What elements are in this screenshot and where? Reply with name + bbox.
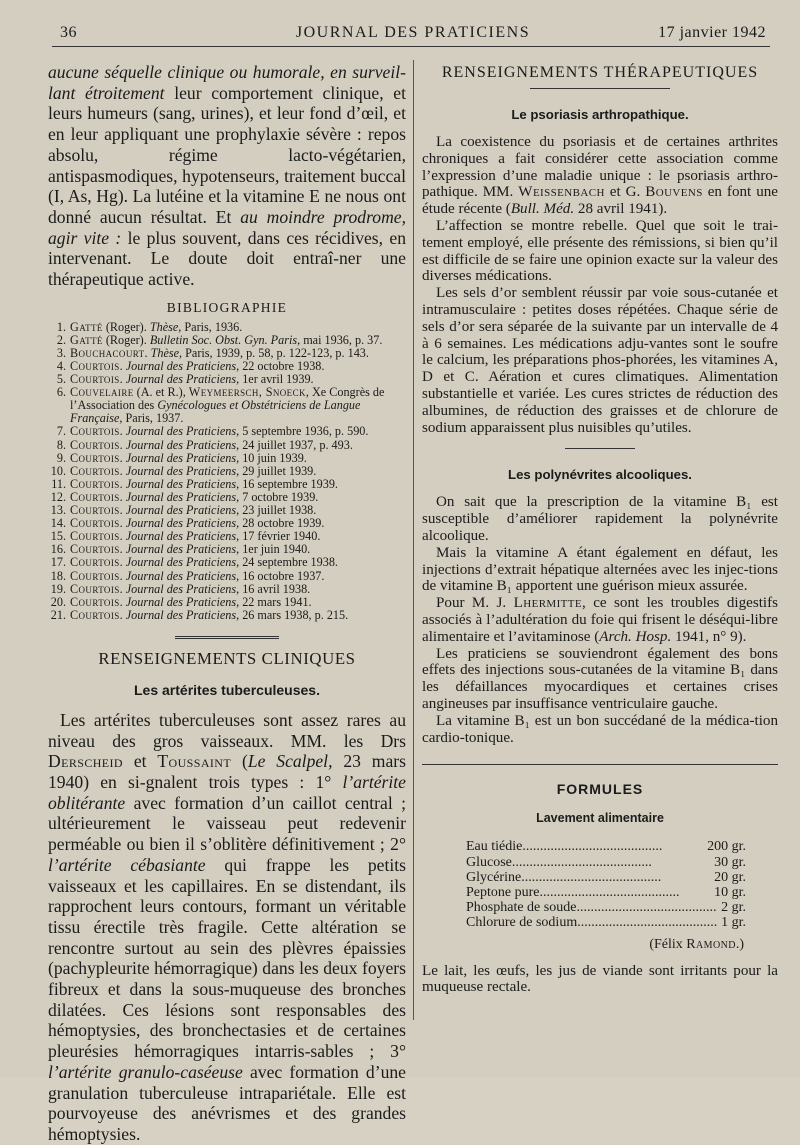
text-run: mai 1936, p. 37.	[300, 332, 383, 347]
text-run: .	[119, 607, 126, 622]
bibliography-entry	[48, 609, 406, 622]
text-run: le plus souvent, dans ces récidives, en intervenant. Le doute doit entraî-ner une thérapeutique active.	[48, 227, 406, 290]
page-header	[60, 20, 766, 46]
italic-text: lant étroitement	[48, 82, 165, 103]
text-run: La vitamine B₁ est un bon succédané de la médica-tion cardio-tonique.	[422, 712, 778, 746]
text-run: Les sels d’or semblent réussir par voie sous-cutanée et intramusculaire : petites doses répétées. Chaque série de sels d’or sera séparée de la suivante par un intervalle de 4 à 6 semaines. Les médications adju-vantes sont le soufre le calcium, les préparations phos-phorées, les vitamines A, D et C. Aération et cures climatiques. Alimentation substantielle et variée. Les cures strictes de réduction des albumines, de réduction des graisses et de chlorure de sodium apparaissent plus nuisibles qu’utiles.	[422, 285, 778, 436]
entry-number: 21.	[50, 607, 66, 622]
entry-number: 18.	[50, 568, 66, 583]
italic-text: Journal des Praticiens,	[125, 568, 240, 583]
italic-text: Journal des Praticiens,	[125, 607, 240, 622]
text-run: .	[119, 463, 126, 478]
subsection-title-psoriasis: Le psoriasis arthropathique.	[511, 107, 689, 122]
text-run: 26 mars 1938, p. 215.	[239, 607, 349, 622]
text-run: qui frappe les petits vaisseaux et les capillaires. En se distendant, ils rapprochent leurs contours, formant un véritable tissu érectile très fragile. Cette altération se rencontre surtout au sein des plèvres épaissies (pachypleurite hémorragique) dans les deux foyers fibreux et dans la sous-muqueuse des bronches dilatées. Ces lésions sont responsables des hémoptysies, des bronchectasies et de certaines pleurésies hémorragiques intarris-sables ; 3°	[48, 854, 406, 1062]
author-name: Bouchacourt	[70, 345, 145, 360]
quantity: 2 gr.	[721, 900, 746, 916]
ingredient-name: Glycérine	[466, 869, 522, 885]
text-run: 24 septembre 1938.	[239, 555, 338, 570]
author-name: Courtois	[70, 542, 120, 557]
italic-text: Journal des Praticiens,	[125, 476, 240, 491]
author-name: Courtois	[70, 450, 120, 465]
text-run: .	[119, 503, 126, 518]
ingredient	[466, 900, 716, 915]
text-run: Les praticiens se souviendront également des bons effets des injections sous-cutanées de la vitamine B₁ dans les défaillances myocardiques et certaines crises angineuses par insuffisance ventriculaire gauche.	[422, 645, 778, 712]
text-run: et	[122, 751, 158, 772]
ingredient	[466, 915, 717, 930]
entry-number: 12.	[50, 489, 66, 504]
paragraph	[422, 134, 778, 218]
italic-text: Le Scalpel,	[247, 751, 333, 772]
italic-text: Thèse,	[149, 319, 182, 334]
text-run: et G.	[604, 184, 646, 201]
quantity: 1 gr.	[721, 915, 746, 931]
leader-dots: ........................................	[576, 900, 717, 916]
right-column	[422, 64, 778, 996]
page-number: 36	[60, 24, 77, 41]
italic-text: Journal des Praticiens,	[125, 437, 240, 452]
italic-text: Bulletin Soc. Obst. Gyn. Paris,	[149, 332, 301, 347]
italic-text: Journal des Praticiens,	[125, 555, 240, 570]
paragraph	[422, 545, 778, 595]
italic-text: aucune séquelle clinique ou humorale, en surveil-	[48, 62, 406, 82]
signature-name: Ramond	[686, 936, 736, 952]
author-name: Gatté	[70, 319, 103, 334]
entry-text	[70, 386, 406, 425]
italic-text: Journal des Praticiens,	[125, 542, 240, 557]
text-run: , Xe Congrès de l’Association des	[70, 385, 385, 413]
section-title-cliniques: RENSEIGNEMENTS CLINIQUES	[98, 648, 356, 668]
author-name: Courtois	[70, 503, 120, 518]
header-rule	[52, 46, 770, 47]
text-run: .	[119, 581, 126, 596]
entry-number: 17.	[50, 555, 66, 570]
ingredient-name: Chlorure de sodium	[466, 915, 578, 931]
paragraph	[422, 646, 778, 713]
author-name: Derscheid	[48, 751, 123, 772]
text-run: (	[231, 751, 248, 772]
author-name: Gatté	[70, 332, 103, 347]
entry-number: 16.	[50, 542, 66, 557]
text-run: 16 octobre 1937.	[239, 568, 325, 583]
formules-rule	[422, 764, 778, 765]
author-name: Courtois	[70, 359, 120, 374]
text-run: .	[119, 568, 126, 583]
author-name: Courtois	[70, 607, 120, 622]
text-run: 28 avril 1941).	[574, 201, 668, 218]
text-run: 23 mars 1940) en si-gnalent trois types : 1°	[48, 751, 406, 792]
bibliography-list	[48, 321, 406, 622]
italic-text: Journal des Praticiens,	[125, 450, 240, 465]
recipe-row	[466, 839, 746, 854]
entry-number: 4.	[56, 359, 66, 374]
recipe-row	[466, 885, 746, 900]
text-run: en font une étude récente (	[422, 184, 778, 218]
entry-number: 6.	[56, 385, 66, 400]
recipe-row	[466, 855, 746, 870]
ingredient	[466, 855, 686, 870]
text-run: .	[119, 489, 126, 504]
author-name: Lhermitte	[513, 595, 583, 612]
text-run: 16 avril 1938.	[239, 581, 311, 596]
text-run: L’affection se montre rebelle. Quel que soit le trai-tement employé, elle présente des rémissions, si bien qu’il est difficile de se faire une opinion exacte sur la valeur des diverses médications.	[422, 217, 778, 285]
italic-text: Arch. Hosp.	[599, 628, 672, 645]
text-run: 1er juin 1940.	[239, 542, 311, 557]
text-run: leur comportement clinique, et leurs humeurs (sang, urines), et leur fond d’œil, et en leur appliquant une prophylaxie sévère : repos absolu, régime lacto-végétarien, antispasmodiques, hypotenseurs, traitement buccal (I, As, Hg). La lutéine et la vitamine E ne nous ont donné aucun résultat. Et	[48, 82, 406, 227]
leader-dots: ........................................	[522, 839, 663, 855]
text-run: .	[119, 516, 126, 531]
text-run: Paris, 1937.	[122, 411, 184, 426]
paragraph	[422, 713, 778, 747]
text-run: .	[119, 359, 126, 374]
text-run: .	[119, 529, 126, 544]
author-name: Courtois	[70, 489, 120, 504]
entry-number: 1.	[56, 319, 66, 334]
ingredient-name: Phosphate de soude	[466, 900, 577, 916]
text-run: 29 juillet 1939.	[239, 463, 317, 478]
subsection-separator	[565, 448, 635, 449]
text-run: 7 octobre 1939.	[239, 489, 319, 504]
subsection-title-polynevrites: Les polynévrites alcooliques.	[508, 467, 692, 483]
leader-dots: ........................................	[577, 915, 718, 931]
text-run: Paris, 1936.	[181, 319, 243, 334]
text-run: .	[119, 555, 126, 570]
text-run: avec formation d’une granulation tuberculeuse intrapariétale. Elle est pourvoyeuse des anévrismes et des grandes hémoptysies.	[48, 1061, 406, 1144]
text-run: 22 octobre 1938.	[239, 359, 325, 374]
entry-text	[70, 609, 406, 622]
quantity: 20 gr.	[714, 869, 746, 885]
ingredient	[466, 885, 686, 900]
entry-number: 8.	[56, 437, 66, 452]
author-name: Courtois	[70, 555, 120, 570]
entry-number: 7.	[56, 424, 66, 439]
entry-number: 19.	[50, 581, 66, 596]
column-divider	[413, 60, 414, 1020]
entry-number: 15.	[50, 529, 66, 544]
italic-text: Journal des Praticiens,	[125, 372, 240, 387]
text-run: .	[119, 476, 126, 491]
text-run: 22 mars 1941.	[239, 594, 312, 609]
author-name: Weymeersch, Snoeck	[188, 385, 306, 400]
issue-date: 17 janvier 1942	[658, 24, 766, 41]
italic-text: l’artérite oblitérante	[48, 772, 406, 813]
quantity: 10 gr.	[714, 884, 746, 900]
recipe-row	[466, 870, 746, 885]
author-name: Courtois	[70, 516, 120, 531]
paragraph	[422, 494, 778, 544]
text-run: 28 octobre 1939.	[239, 516, 325, 531]
formules-heading: FORMULES	[556, 781, 644, 798]
closing-paragraph: Le lait, les œufs, les jus de viande sont irritants pour la muqueuse rectale.	[422, 962, 778, 996]
italic-text: Journal des Praticiens,	[125, 359, 240, 374]
paragraph	[422, 595, 778, 645]
recipe-table	[466, 839, 746, 930]
polynevrites-text	[422, 494, 778, 746]
journal-title: JOURNAL DES PRATICIENS	[295, 24, 531, 41]
entry-number: 10.	[50, 463, 66, 478]
ingredient	[466, 839, 686, 854]
text-run: (Roger).	[102, 332, 150, 347]
leader-dots: ........................................	[539, 884, 680, 900]
italic-text: Journal des Praticiens,	[125, 503, 240, 518]
text-run: .	[119, 372, 126, 387]
author-name: Courtois	[70, 424, 120, 439]
text-run: 23 juillet 1938.	[239, 503, 317, 518]
text-run: .	[119, 424, 126, 439]
text-run: 17 février 1940.	[239, 529, 321, 544]
text-run: 16 septembre 1939.	[239, 476, 338, 491]
text-run: 1941, n° 9).	[671, 628, 747, 645]
text-run: , ce sont les troubles digestifs associés à l’adultération du foie qui frisent le déséqui-libre alimentaire et l’avitaminose (	[422, 595, 778, 645]
entry-number: 5.	[56, 372, 66, 387]
ingredient-name: Peptone pure	[466, 884, 540, 900]
section-separator	[175, 636, 279, 639]
italic-text: au moindre prodrome, agir vite :	[48, 206, 407, 248]
author-name: Couvelaire	[70, 385, 134, 400]
text-run: On sait que la prescription de la vitamine B₁ est susceptible d’améliorer rapidement la polynévrite alcoolique.	[422, 494, 778, 544]
entry-number: 9.	[56, 450, 66, 465]
section-underline	[530, 88, 670, 89]
recipe-row	[466, 900, 746, 915]
text-run: .	[119, 437, 126, 452]
ingredient-name: Eau tiédie	[466, 839, 523, 855]
text-run: Pour M. J.	[436, 595, 514, 612]
left-column	[48, 62, 406, 1145]
entry-number: 20.	[50, 594, 66, 609]
italic-text: Bull. Méd.	[510, 201, 575, 218]
quantity: 30 gr.	[714, 854, 746, 870]
quantity: 200 gr.	[707, 839, 746, 855]
text-run: .	[119, 450, 126, 465]
italic-text: Journal des Praticiens,	[125, 424, 240, 439]
text-run: 24 juillet 1937, p. 493.	[239, 437, 353, 452]
entry-number: 13.	[50, 503, 66, 518]
italic-text: Journal des Praticiens,	[125, 463, 240, 478]
leader-dots: ........................................	[511, 854, 652, 870]
entry-number: 11.	[51, 476, 66, 491]
signature-suffix: .)	[735, 936, 744, 952]
text-run: La coexistence du psoriasis et de certaines arthrites chroniques a fait considérer cette association comme l’expression d’une maladie unique : le psoriasis arthro-pathique. MM.	[422, 134, 778, 201]
ingredient-name: Glucose	[466, 854, 512, 870]
recipe-row	[466, 915, 746, 930]
italic-text: Journal des Praticiens,	[125, 581, 240, 596]
author-name: Courtois	[70, 594, 120, 609]
author-name: Weissenbach	[518, 184, 605, 201]
author-name: Bouvens	[645, 184, 703, 201]
text-run: .	[119, 542, 126, 557]
text-run: Mais la vitamine A étant également en défaut, les injections d’extrait hépatique alternées avec les injec-tions de vitamine B₁ apportent une guérison mieux assurée.	[422, 544, 778, 595]
italic-text: l’artérite cébasiante	[48, 854, 206, 875]
ingredient	[466, 870, 686, 885]
author-name: Courtois	[70, 581, 120, 596]
italic-text: Journal des Praticiens,	[125, 489, 240, 504]
italic-text: l’artérite granulo-caséeuse	[48, 1061, 243, 1082]
recipe-title: Lavement alimentaire	[536, 811, 664, 826]
author-name: Toussaint	[157, 751, 232, 772]
author-name: Courtois	[70, 568, 120, 583]
text-run: 1er avril 1939.	[239, 372, 314, 387]
author-name: Courtois	[70, 529, 120, 544]
text-run: 10 juin 1939.	[239, 450, 307, 465]
entry-number: 3.	[56, 345, 66, 360]
italic-text: Journal des Praticiens,	[125, 594, 240, 609]
arterites-paragraph	[48, 710, 406, 1145]
italic-text: Journal des Praticiens,	[125, 529, 240, 544]
text-run: (Roger).	[102, 319, 150, 334]
italic-text: Gynécologues et Obstétriciens de Langue Française,	[70, 398, 361, 426]
psoriasis-text	[422, 134, 778, 436]
paragraph	[422, 218, 778, 285]
entry-number: 2.	[56, 332, 66, 347]
text-run: 5 septembre 1936, p. 590.	[239, 424, 369, 439]
paragraph	[422, 285, 778, 436]
entry-number: 14.	[50, 516, 66, 531]
recipe-signature	[422, 937, 744, 953]
author-name: Courtois	[70, 437, 120, 452]
bibliography-entry	[48, 386, 406, 425]
section-title-therapeutiques: RENSEIGNEMENTS THÉRAPEUTIQUES	[441, 64, 759, 81]
author-name: Courtois	[70, 476, 120, 491]
italic-text: Thèse,	[150, 345, 183, 360]
intro-paragraph	[48, 62, 406, 290]
subsection-title-arterites: Les artérites tuberculeuses.	[134, 681, 320, 698]
text-run: Les artérites tuberculeuses sont assez rares au niveau des gros vaisseaux. MM. les Drs	[48, 709, 406, 751]
signature-prefix: (Félix	[649, 936, 687, 952]
bibliography-heading: BIBLIOGRAPHIE	[166, 299, 288, 315]
text-run: .	[119, 594, 126, 609]
leader-dots: ........................................	[521, 869, 662, 885]
text-run: avec formation d’un caillot central ; ultérieurement le vaisseau peut redevenir perméable ou bien il s’oblitère définitivement ; 2°	[48, 792, 406, 855]
text-run: (A. et R.),	[133, 385, 189, 400]
italic-text: Journal des Praticiens,	[125, 516, 240, 531]
author-name: Courtois	[70, 463, 120, 478]
author-name: Courtois	[70, 372, 120, 387]
text-run: .	[144, 345, 151, 360]
text-run: Paris, 1939, p. 58, p. 122-123, p. 143.	[182, 345, 369, 360]
